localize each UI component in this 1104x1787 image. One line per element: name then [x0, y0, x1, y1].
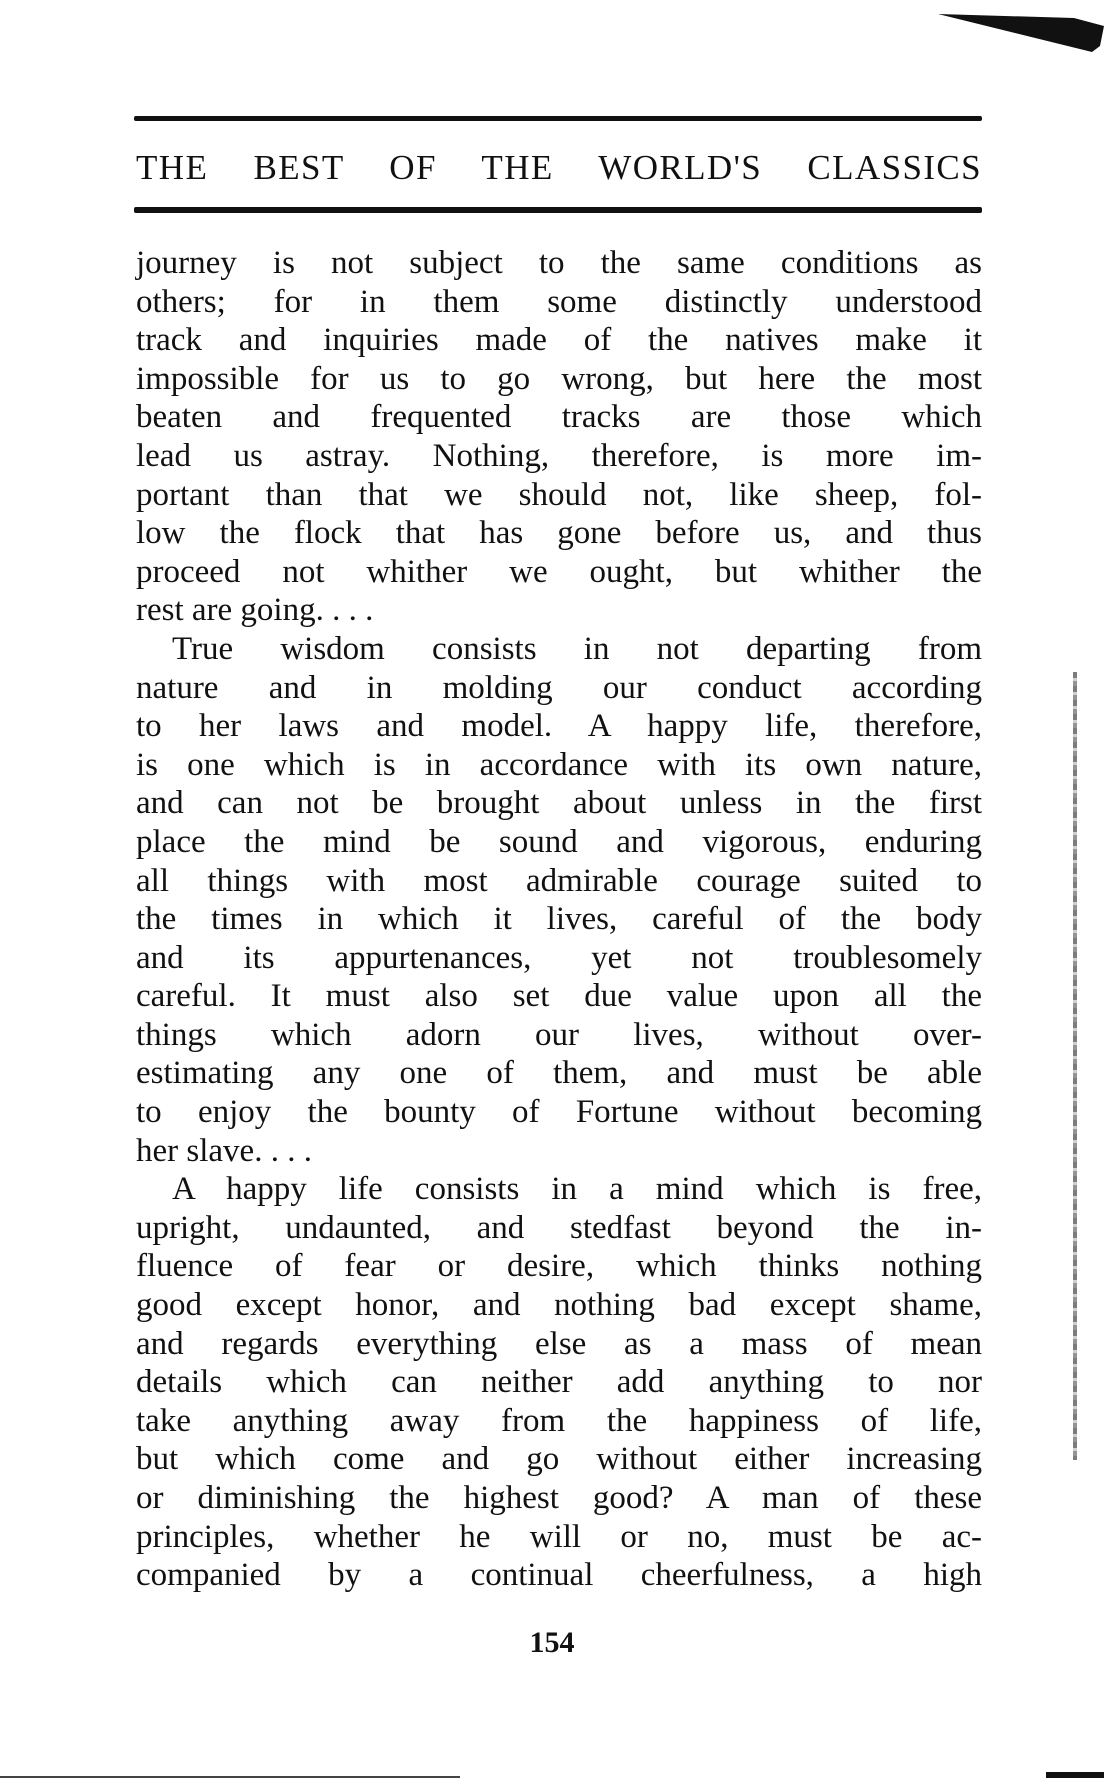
header-bottom-rule — [134, 207, 982, 213]
running-head: THE BEST OF THE WORLD'S CLASSICS — [136, 148, 982, 187]
text-line: take anything away from the happiness of life, — [136, 1402, 982, 1439]
text-line: is one which is in accordance with its own nature, — [136, 746, 982, 783]
text-line: place the mind be sound and vigorous, enduring — [136, 823, 982, 860]
paragraph-start-line: A happy life consists in a mind which is free, — [172, 1171, 982, 1208]
text-line: lead us astray. Nothing, therefore, is more im- — [136, 437, 982, 474]
text-line: low the flock that has gone before us, and thus — [136, 515, 982, 552]
text-line: proceed not whither we ought, but whither the — [136, 553, 982, 590]
header-top-rule — [134, 116, 982, 121]
body-text — [136, 244, 982, 1595]
text-line: estimating any one of them, and must be able — [136, 1055, 982, 1092]
page-edge-mark — [1046, 1772, 1104, 1778]
text-line: portant than that we should not, like sheep, fol- — [136, 476, 982, 513]
text-line: and its appurtenances, yet not troublesomely — [136, 939, 982, 976]
text-line: journey is not subject to the same conditions as — [136, 245, 982, 281]
text-line: companied by a continual cheerfulness, a high — [136, 1557, 982, 1594]
text-line: nature and in molding our conduct according — [136, 669, 982, 706]
text-line: the times in which it lives, careful of the body — [136, 901, 982, 938]
corner-arrow-mark — [924, 6, 1104, 58]
text-line: fluence of fear or desire, which thinks nothing — [136, 1248, 982, 1285]
text-line: good except honor, and nothing bad except shame, — [136, 1287, 982, 1324]
paragraph-end-line: her slave. . . . — [136, 1132, 312, 1169]
text-line: but which come and go without either increasing — [136, 1441, 982, 1478]
page-edge-line — [0, 1776, 460, 1778]
text-line: and can not be brought about unless in the first — [136, 785, 982, 822]
paragraph-start-line: True wisdom consists in not departing from — [172, 630, 982, 667]
text-line: all things with most admirable courage suited to — [136, 862, 982, 899]
text-line: to her laws and model. A happy life, therefore, — [136, 708, 982, 745]
text-line: to enjoy the bounty of Fortune without becoming — [136, 1094, 982, 1131]
text-line: things which adorn our lives, without over- — [136, 1016, 982, 1053]
paragraph-end-line: rest are going. . . . — [136, 592, 374, 629]
text-line: beaten and frequented tracks are those which — [136, 399, 982, 436]
text-line: others; for in them some distinctly understood — [136, 283, 982, 320]
text-line: careful. It must also set due value upon all the — [136, 978, 982, 1015]
text-line: or diminishing the highest good? A man of these — [136, 1480, 982, 1516]
text-line: details which can neither add anything to nor — [136, 1364, 982, 1401]
margin-bleed-through — [1073, 672, 1077, 1460]
text-line: principles, whether he will or no, must be ac- — [136, 1518, 982, 1555]
text-line: upright, undaunted, and stedfast beyond the in- — [136, 1209, 982, 1246]
text-line: impossible for us to go wrong, but here the most — [136, 360, 982, 397]
page-number: 154 — [529, 1626, 575, 1659]
text-line: and regards everything else as a mass of mean — [136, 1325, 982, 1362]
text-line: track and inquiries made of the natives make it — [136, 322, 982, 359]
